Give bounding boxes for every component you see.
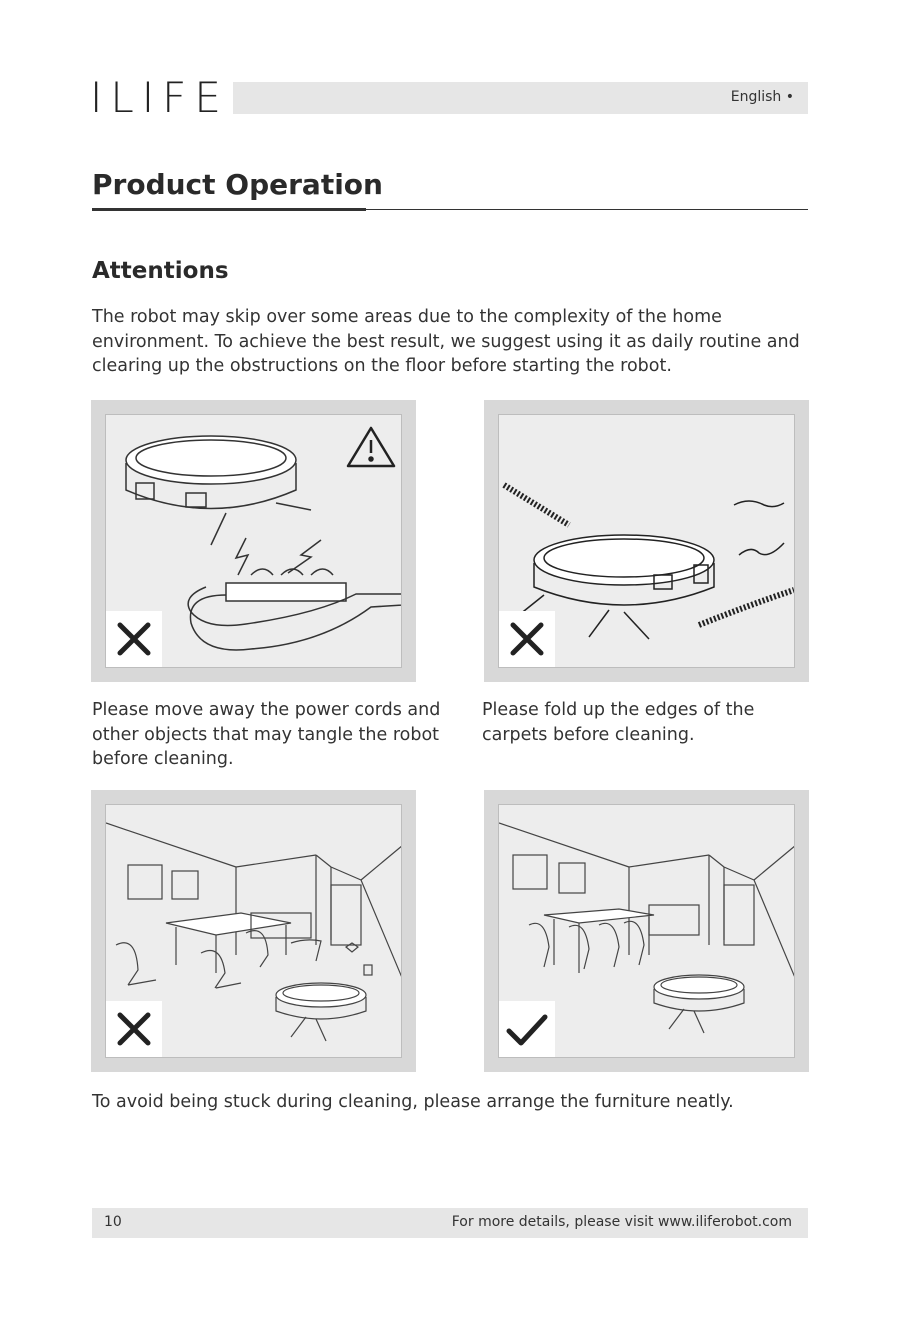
illustration-frame xyxy=(498,414,795,668)
title-underline xyxy=(92,208,366,211)
illustration-neat-room xyxy=(484,790,809,1072)
illustration-frame xyxy=(498,804,795,1058)
page-number: 10 xyxy=(104,1214,122,1230)
illustration-frame xyxy=(105,804,402,1058)
brand-logo: ILIFE xyxy=(90,73,229,122)
cross-icon xyxy=(499,611,555,667)
cross-icon xyxy=(106,611,162,667)
section-title: Attentions xyxy=(92,258,229,284)
footer-bar xyxy=(92,1208,808,1238)
caption-power-cords: Please move away the power cords and other objects that may tangle the robot before cleaning. xyxy=(92,700,441,769)
footer-website-note: For more details, please visit www.iliferobot.com xyxy=(451,1214,792,1230)
intro-paragraph: The robot may skip over some areas due to the complexity of the home environment. To achieve the best result, we suggest using it as daily routine and clearing up the obstructions on the floor before starting the robot. xyxy=(92,307,800,376)
illustration-messy-room xyxy=(91,790,416,1072)
language-label: English • xyxy=(730,89,794,105)
caption-furniture: To avoid being stuck during cleaning, please arrange the furniture neatly. xyxy=(92,1092,734,1112)
header-bar xyxy=(233,82,808,114)
illustration-frame xyxy=(105,414,402,668)
illustration-power-cords xyxy=(91,400,416,682)
caption-carpets: Please fold up the edges of the carpets before cleaning. xyxy=(482,700,755,745)
check-icon xyxy=(499,1001,555,1057)
illustration-carpet-edges xyxy=(484,400,809,682)
cross-icon xyxy=(106,1001,162,1057)
page-title: Product Operation xyxy=(92,168,383,201)
